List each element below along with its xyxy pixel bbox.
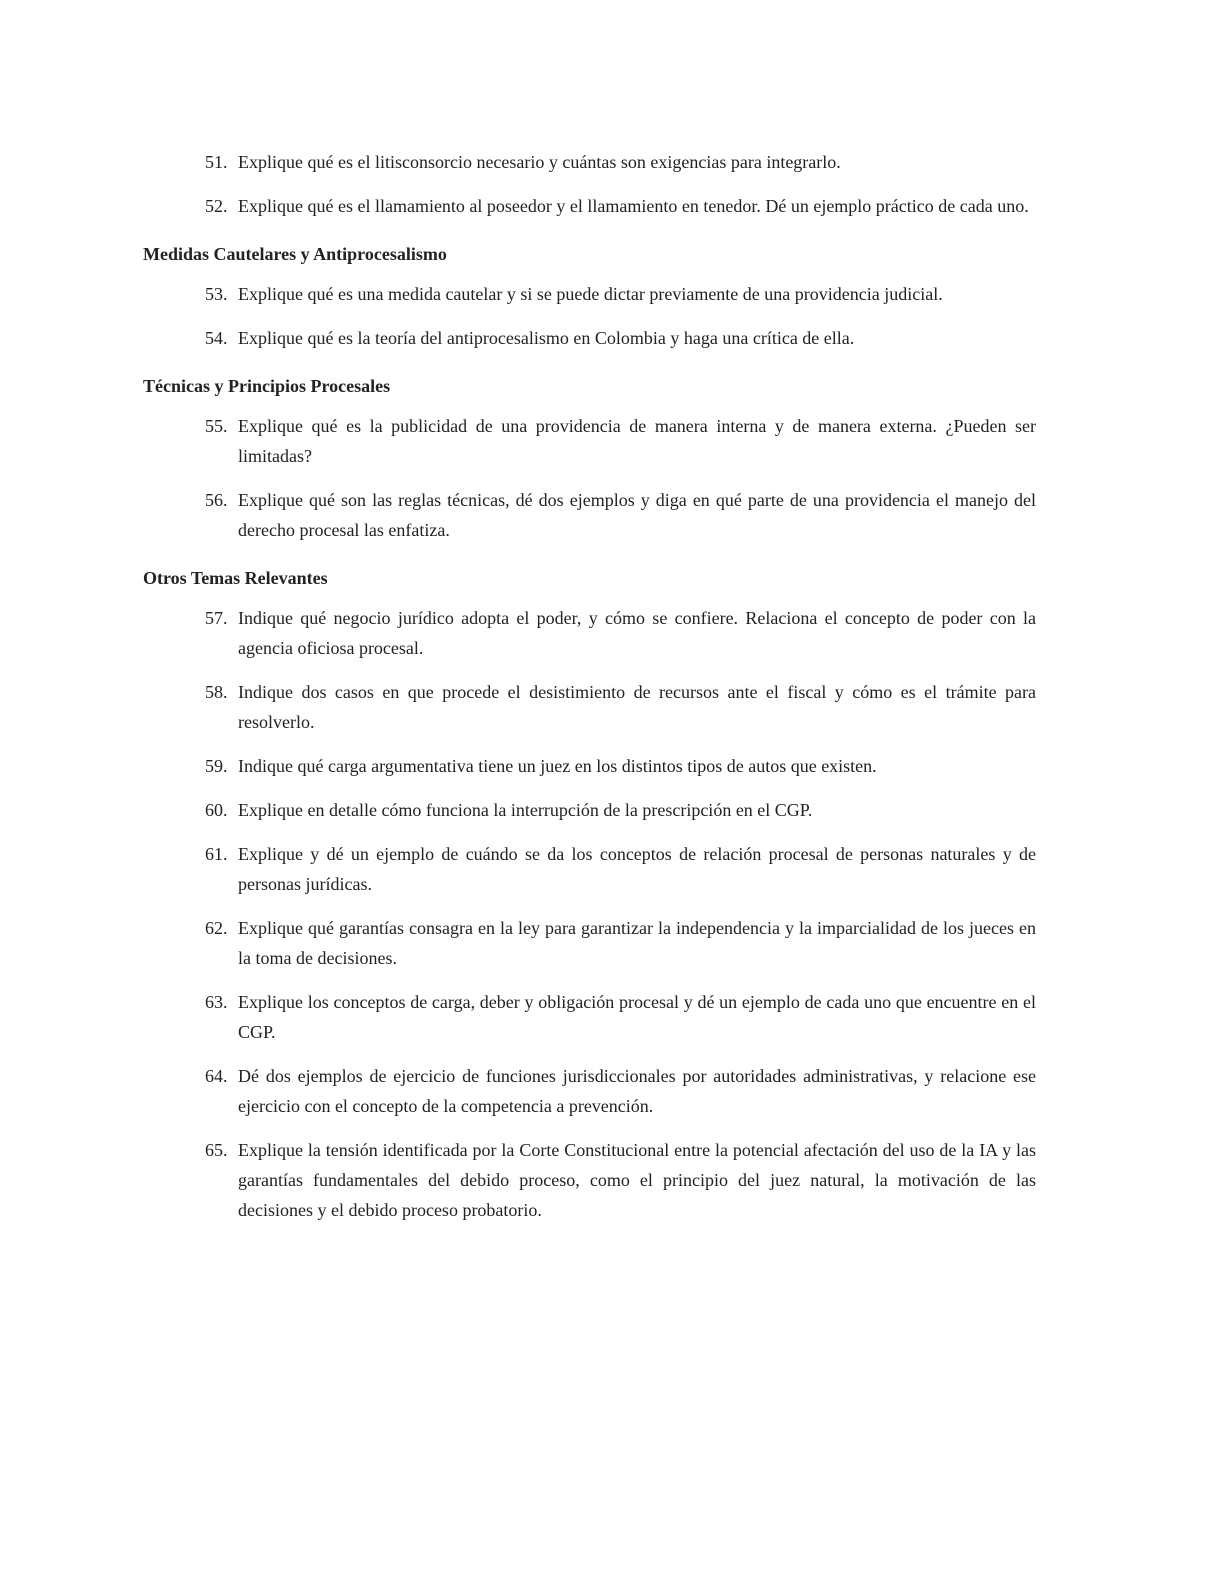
- item-number: 64.: [205, 1066, 228, 1086]
- list-item: [143, 485, 1036, 545]
- item-text: Dé dos ejemplos de ejercicio de funciones jurisdiccionales por autoridades administrativas, y relacione ese ejercicio con el concepto de la competencia a prevención.: [238, 1066, 1036, 1116]
- list-item: [143, 191, 1036, 221]
- item-number: 51.: [205, 152, 228, 172]
- item-number: 63.: [205, 992, 228, 1012]
- item-number: 55.: [205, 416, 228, 436]
- list-item: [143, 1061, 1036, 1121]
- item-text: Indique dos casos en que procede el desistimiento de recursos ante el fiscal y cómo es el trámite para resolverlo.: [238, 682, 1036, 732]
- list-item: [143, 1135, 1036, 1225]
- section-medidas-cautelares: [143, 243, 1036, 353]
- item-number: 60.: [205, 800, 228, 820]
- item-number: 59.: [205, 756, 228, 776]
- section-tecnicas-principios: [143, 375, 1036, 545]
- item-text: Explique qué garantías consagra en la ley para garantizar la independencia y la imparcialidad de los jueces en la toma de decisiones.: [238, 918, 1036, 968]
- item-text: Explique qué es el litisconsorcio necesario y cuántas son exigencias para integrarlo.: [238, 152, 841, 172]
- item-number: 62.: [205, 918, 228, 938]
- list-item: [143, 839, 1036, 899]
- item-text: Explique qué son las reglas técnicas, dé dos ejemplos y diga en qué parte de una providencia el manejo del derecho procesal las enfatiza.: [238, 490, 1036, 540]
- list-item: [143, 987, 1036, 1047]
- list-item: [143, 147, 1036, 177]
- item-text: Explique los conceptos de carga, deber y obligación procesal y dé un ejemplo de cada uno que encuentre en el CGP.: [238, 992, 1036, 1042]
- list-item: [143, 603, 1036, 663]
- section-otros-temas: [143, 567, 1036, 1225]
- section-heading: Medidas Cautelares y Antiprocesalismo: [143, 244, 447, 264]
- intro-items: [143, 147, 1036, 221]
- item-text: Explique qué es la publicidad de una providencia de manera interna y de manera externa. ¿Pueden ser limitadas?: [238, 416, 1036, 466]
- list-item: [143, 279, 1036, 309]
- item-text: Explique qué es una medida cautelar y si se puede dictar previamente de una providencia judicial.: [238, 284, 943, 304]
- item-number: 61.: [205, 844, 228, 864]
- item-text: Explique y dé un ejemplo de cuándo se da los conceptos de relación procesal de personas naturales y de personas jurídicas.: [238, 844, 1036, 894]
- list-item: [143, 677, 1036, 737]
- list-item: [143, 795, 1036, 825]
- item-text: Explique la tensión identificada por la Corte Constitucional entre la potencial afectación del uso de la IA y las garantías fundamentales del debido proceso, como el principio del juez natural, la motivación de las decisiones y el debido proceso probatorio.: [238, 1140, 1036, 1220]
- item-number: 54.: [205, 328, 228, 348]
- list-item: [143, 751, 1036, 781]
- item-number: 56.: [205, 490, 228, 510]
- item-text: Explique qué es el llamamiento al poseedor y el llamamiento en tenedor. Dé un ejemplo práctico de cada uno.: [238, 196, 1029, 216]
- item-number: 57.: [205, 608, 228, 628]
- item-number: 52.: [205, 196, 228, 216]
- item-text: Indique qué negocio jurídico adopta el poder, y cómo se confiere. Relaciona el concepto de poder con la agencia oficiosa procesal.: [238, 608, 1036, 658]
- item-text: Indique qué carga argumentativa tiene un juez en los distintos tipos de autos que existen.: [238, 756, 877, 776]
- list-item: [143, 913, 1036, 973]
- list-item: [143, 411, 1036, 471]
- section-heading: Otros Temas Relevantes: [143, 568, 328, 588]
- document-content: [143, 147, 1036, 1225]
- item-number: 53.: [205, 284, 228, 304]
- section-heading: Técnicas y Principios Procesales: [143, 376, 391, 396]
- list-item: [143, 323, 1036, 353]
- item-number: 65.: [205, 1140, 228, 1160]
- item-number: 58.: [205, 682, 228, 702]
- item-text: Explique en detalle cómo funciona la interrupción de la prescripción en el CGP.: [238, 800, 813, 820]
- item-text: Explique qué es la teoría del antiprocesalismo en Colombia y haga una crítica de ella.: [238, 328, 855, 348]
